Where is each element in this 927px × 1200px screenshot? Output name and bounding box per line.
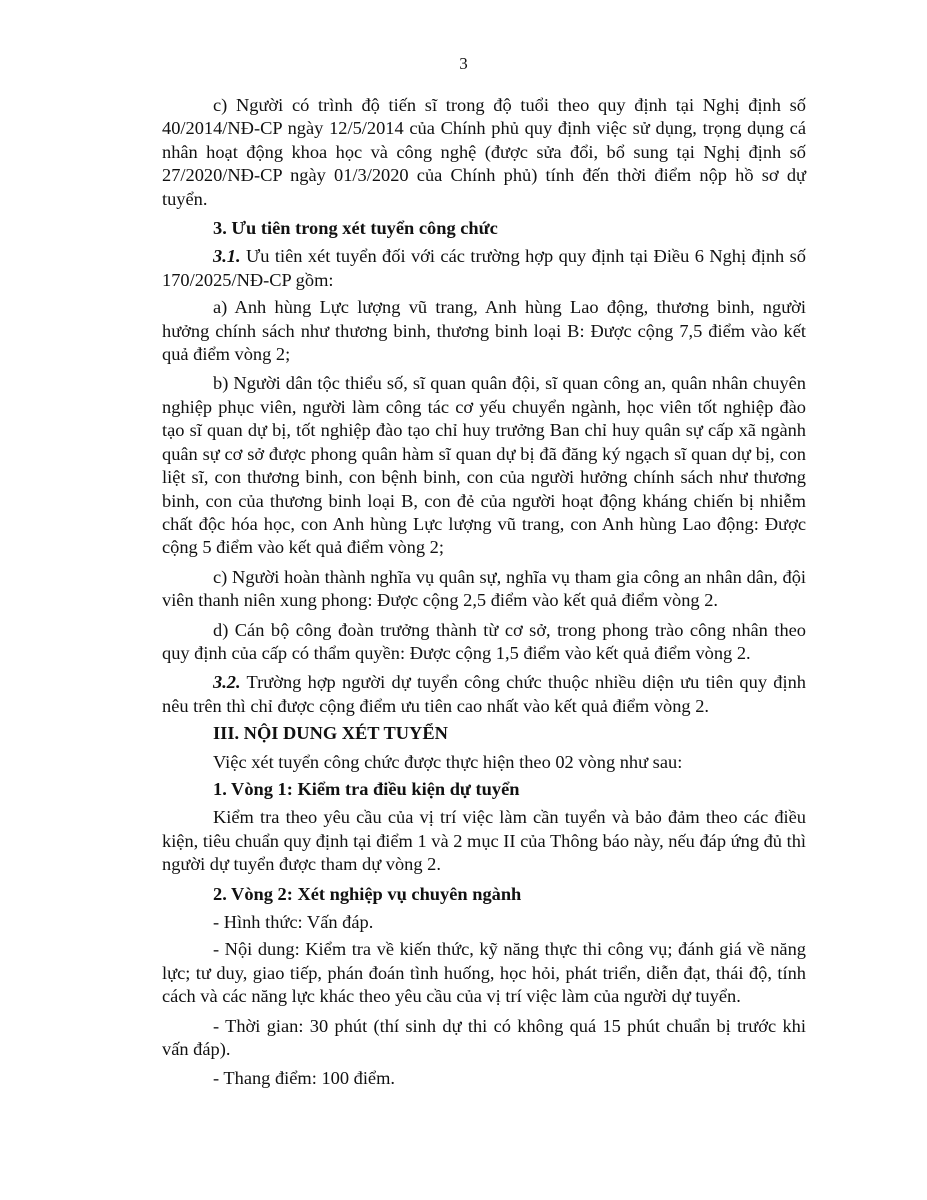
paragraph-priority-a: a) Anh hùng Lực lượng vũ trang, Anh hùng Lao động, thương binh, người hưởng chính sách như thương binh, thương binh loại B: Được cộng 7,5 điểm vào kết quả điểm vòng 2; <box>162 297 806 365</box>
page-number: 3 <box>459 54 468 73</box>
paragraph-3-2-number: 3.2. <box>213 672 241 693</box>
paragraph-3-2 <box>162 671 806 718</box>
paragraph-3-2-text: Trường hợp người dự tuyển công chức thuộc nhiều diện ưu tiên quy định nêu trên thì chỉ được cộng điểm ưu tiên cao nhất vào kết quả điểm vòng 2. <box>162 672 806 716</box>
paragraph-priority-b: b) Người dân tộc thiểu số, sĩ quan quân đội, sĩ quan công an, quân nhân chuyên nghiệp phục viên, người làm công tác cơ yếu chuyển ngành, học viên tốt nghiệp đào tạo sĩ quan dự bị, tốt nghiệp đào tạo chỉ huy trưởng Ban chỉ huy quân sự cấp xã ngành quân sự cơ sở được phong quân hàm sĩ quan dự bị đã đăng ký ngạch sĩ quan dự bị, con liệt sĩ, con thương binh, con bệnh binh, con của người hưởng chính sách như thương binh, con của thương binh loại B, con đẻ của người hoạt động kháng chiến bị nhiễm chất độc hóa học, con Anh hùng Lực lượng vũ trang, con Anh hùng Lao động: Được cộng 5 điểm vào kết quả điểm vòng 2; <box>162 373 806 558</box>
paragraph-rounds-intro: Việc xét tuyển công chức được thực hiện theo 02 vòng như sau: <box>213 751 683 772</box>
heading-priority: 3. Ưu tiên trong xét tuyển công chức <box>213 218 498 239</box>
heading-section-III: III. NỘI DUNG XÉT TUYỂN <box>213 723 448 744</box>
document-body <box>162 94 806 1097</box>
paragraph-round-2-form: - Hình thức: Vấn đáp. <box>213 912 374 932</box>
paragraph-3-1 <box>162 245 806 292</box>
paragraph-priority-c: c) Người hoàn thành nghĩa vụ quân sự, nghĩa vụ tham gia công an nhân dân, đội viên thanh niên xung phong: Được cộng 2,5 điểm vào kết quả điểm vòng 2. <box>162 566 806 611</box>
paragraph-round-2-time: - Thời gian: 30 phút (thí sinh dự thi có không quá 15 phút chuẩn bị trước khi vấn đáp). <box>162 1015 806 1060</box>
paragraph-3-1-number: 3.1. <box>213 246 241 267</box>
paragraph-round-2-scale: - Thang điểm: 100 điểm. <box>213 1068 396 1089</box>
heading-round-2: 2. Vòng 2: Xét nghiệp vụ chuyên ngành <box>213 883 522 904</box>
paragraph-round-1: Kiểm tra theo yêu cầu của vị trí việc làm cần tuyển và bảo đảm theo các điều kiện, tiêu chuẩn quy định tại điểm 1 và 2 mục II của Thông báo này, nếu đáp ứng đủ thì người dự tuyển được tham dự vòng 2. <box>162 807 806 875</box>
paragraph-3-1-text: Ưu tiên xét tuyển đối với các trường hợp quy định tại Điều 6 Nghị định số 170/2025/NĐ-CP gồm: <box>162 246 806 290</box>
paragraph-round-2-content: - Nội dung: Kiểm tra về kiến thức, kỹ năng thực thi công vụ; đánh giá về năng lực; tư duy, giao tiếp, phán đoán tình huống, học hỏi, phát triển, diễn đạt, thái độ, tính cách và các năng lực khác theo yêu cầu của vị trí việc làm của người dự tuyển. <box>162 939 806 1007</box>
paragraph-phd-eligibility: c) Người có trình độ tiến sĩ trong độ tuổi theo quy định tại Nghị định số 40/2014/NĐ-CP ngày 12/5/2014 của Chính phủ quy định việc sử dụng, trọng dụng cá nhân hoạt động khoa học và công nghệ (được sửa đổi, bổ sung tại Nghị định số 27/2020/NĐ-CP ngày 01/3/2020 của Chính phủ) tính đến thời điểm nộp hồ sơ dự tuyển. <box>162 95 806 209</box>
heading-round-1: 1. Vòng 1: Kiểm tra điều kiện dự tuyển <box>213 778 520 799</box>
paragraph-priority-d: d) Cán bộ công đoàn trưởng thành từ cơ sở, trong phong trào công nhân theo quy định của cấp có thẩm quyền: Được cộng 1,5 điểm vào kết quả điểm vòng 2. <box>162 619 806 663</box>
